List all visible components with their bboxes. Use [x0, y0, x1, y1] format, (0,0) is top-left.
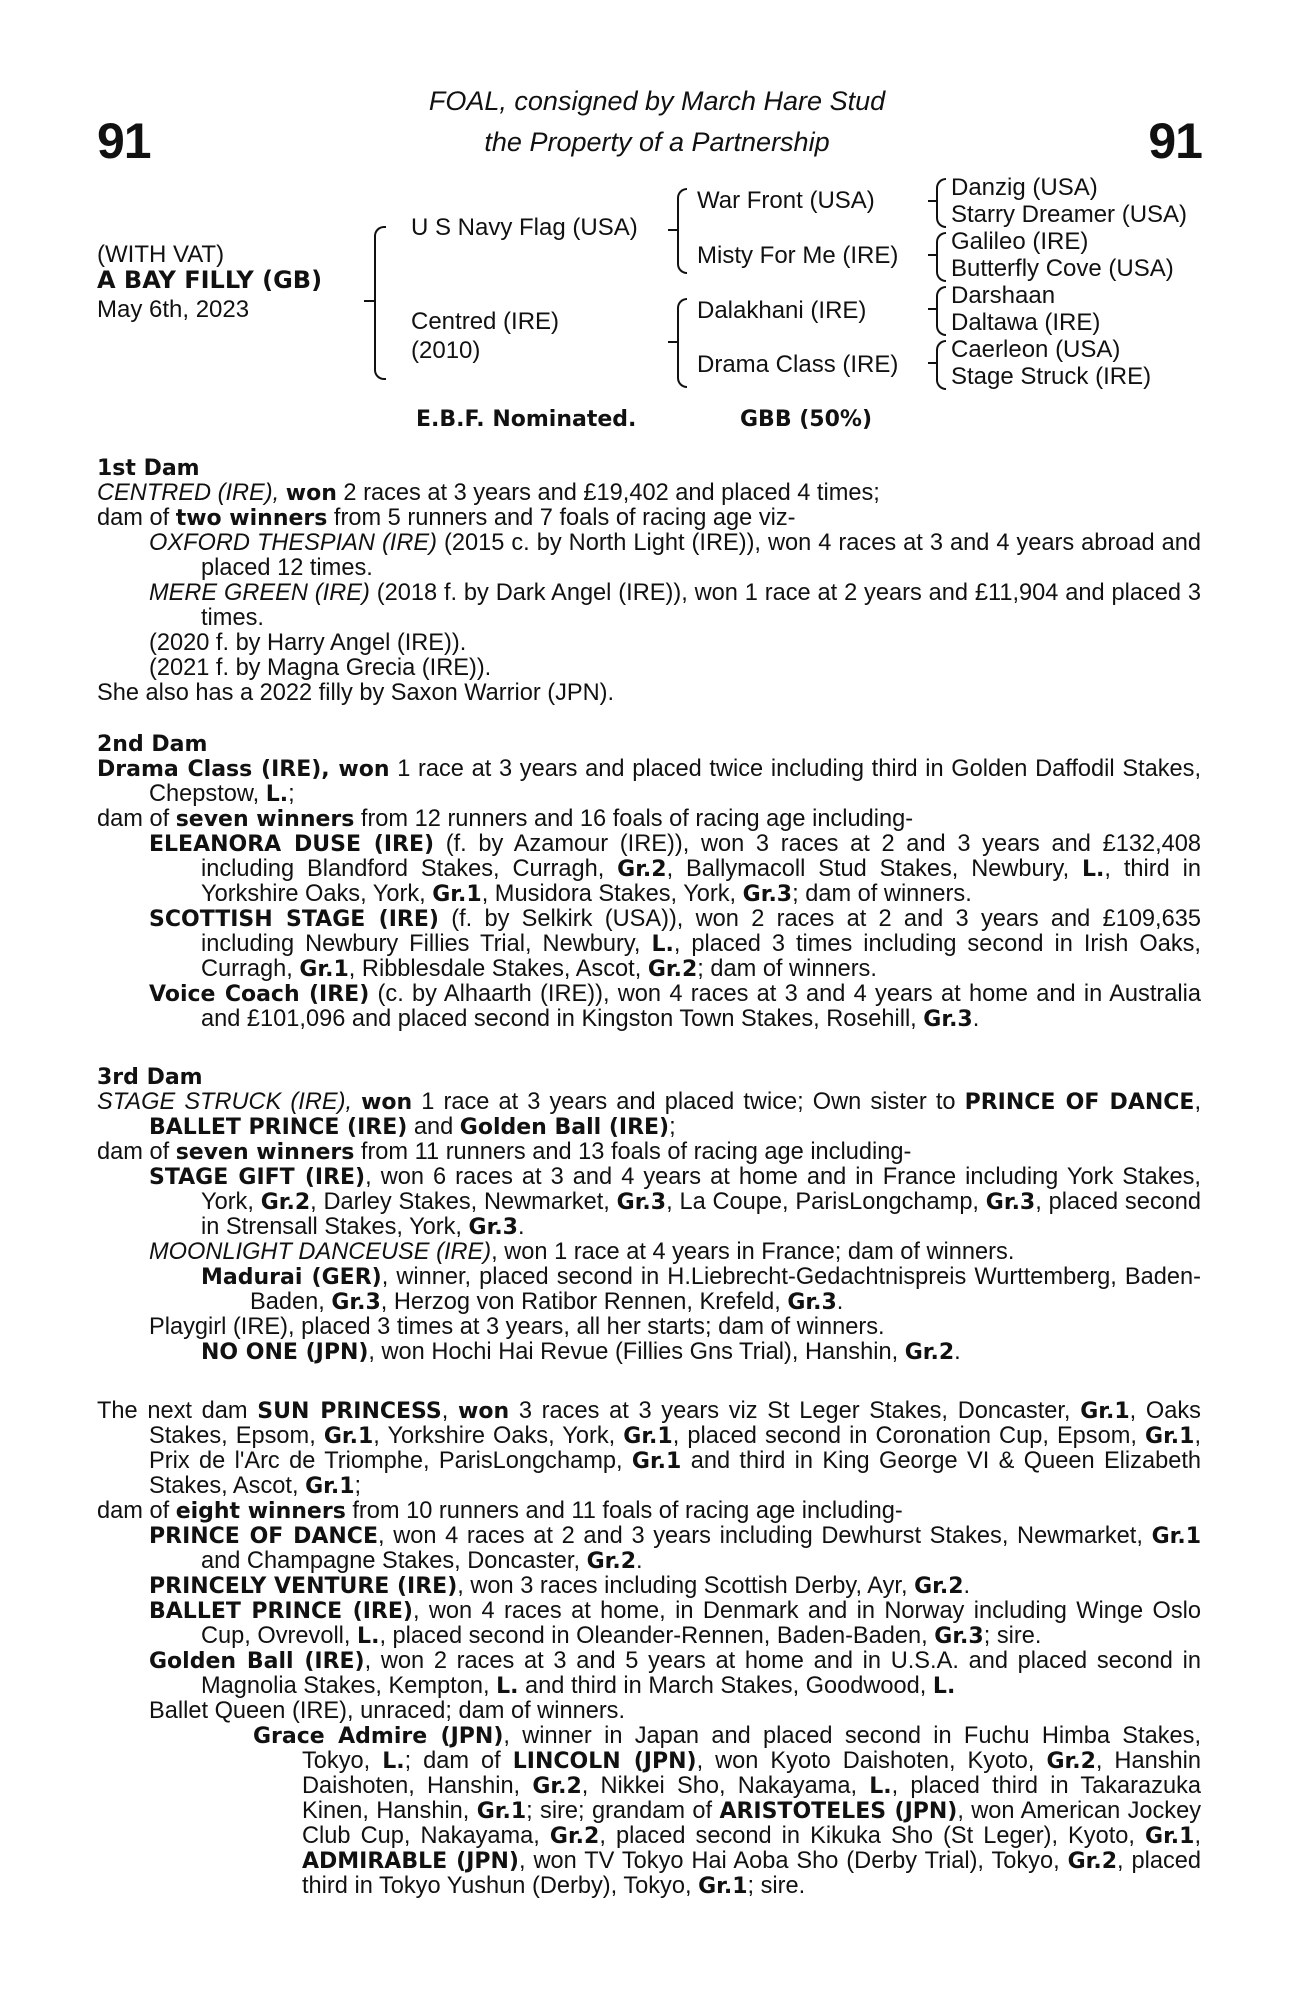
first-dam-name: CENTRED (IRE), [97, 480, 286, 506]
produce-entry [97, 982, 1201, 1032]
produce-entry [97, 531, 1201, 581]
produce-record: , Musidora Stakes, York, [481, 881, 743, 907]
sire-sire: War Front (USA) [697, 187, 875, 214]
produce-record: , placed second in Kikuka Sho (St Leger), Kyoto, [599, 1823, 1146, 1849]
second-dam-record [97, 757, 1201, 807]
produce-record: , placed second in Strensall Stakes, York, [201, 1189, 1202, 1240]
group-mark: Gr.2 [1067, 1849, 1118, 1874]
produce-entry: (2020 f. by Harry Angel (IRE)). [149, 630, 467, 656]
vat-note: (WITH VAT) [97, 241, 225, 268]
horse-name: A BAY FILLY (GB) [97, 266, 323, 294]
second-dam-produce-summary: from 12 runners and 16 foals of racing age including- [354, 806, 914, 832]
produce-entry: (2021 f. by Magna Grecia (IRE)). [149, 655, 492, 681]
produce-record: , won TV Tokyo Hai Aoba Sho (Derby Trial), Tokyo, [519, 1848, 1068, 1874]
produce-entry [97, 1724, 1201, 1899]
group-mark: Gr.1 [1145, 1424, 1195, 1449]
produce-entry [97, 581, 1201, 631]
group-mark: Gr.2 [260, 1190, 311, 1215]
produce-note: She also has a 2022 filly by Saxon Warrior (JPN). [97, 680, 615, 706]
produce-record: ; dam of winners. [697, 956, 877, 982]
sire: U S Navy Flag (USA) [411, 214, 638, 241]
third-dam-section [97, 1065, 1201, 1365]
group-mark: Gr.1 [299, 957, 349, 982]
next-dam-produce-summary: from 10 runners and 11 foals of racing age including- [345, 1498, 903, 1524]
gg-7: Caerleon (USA) [951, 336, 1121, 363]
produce-record: , won 4 races at home, in Denmark and in Norway including Winge Oslo Cup, Ovrevoll, [201, 1598, 1201, 1649]
sibling-name: PRINCE OF DANCE [964, 1090, 1195, 1115]
group-mark: Gr.2 [904, 1340, 955, 1365]
lot-number-left: 91 [97, 113, 151, 169]
gbb-status: GBB (50%) [740, 407, 873, 432]
sibling-name: Golden Ball (IRE) [459, 1115, 670, 1140]
brace-main [374, 226, 386, 380]
group-mark: Gr.1 [323, 1424, 374, 1449]
brace-dam [677, 298, 687, 388]
group-mark: Gr.1 [305, 1474, 355, 1499]
gg-2: Starry Dreamer (USA) [951, 201, 1188, 228]
produce-record: , La Coupe, ParisLongchamp, [666, 1189, 986, 1215]
produce-record: , won 6 races at 3 and 4 years at home and in France including York Stakes, York, [201, 1164, 1201, 1215]
produce-record: , won American Jockey Club Cup, Nakayama, [302, 1798, 1201, 1849]
second-dam-winner-count: seven winners [175, 807, 355, 832]
brace-gg3-point [928, 308, 938, 310]
produce-entry [97, 1599, 1201, 1649]
first-dam-record: 2 races at 3 years and £19,402 and placed 4 times; [336, 480, 880, 506]
second-dam-heading: 2nd Dam [97, 732, 208, 757]
group-mark: Gr.2 [1046, 1749, 1096, 1774]
produce-record: ; sire. [747, 1873, 806, 1899]
listed-mark: L. [869, 1774, 892, 1799]
third-dam-won: won [361, 1090, 413, 1115]
produce-entry [97, 1524, 1201, 1574]
produce-name: Grace Admire (JPN) [253, 1724, 504, 1749]
first-dam-won: won [285, 481, 337, 506]
second-dam-name: Drama Class (IRE), won [97, 757, 390, 782]
produce-name: ARISTOTELES (JPN) [719, 1799, 958, 1824]
produce-record: , Nikkei Sho, Nakayama, [581, 1773, 870, 1799]
next-dam-text: , [441, 1398, 459, 1424]
produce-entry [97, 832, 1201, 907]
group-mark: Gr.3 [331, 1290, 381, 1315]
brace-gg3 [936, 286, 946, 336]
sire-dam: Misty For Me (IRE) [697, 242, 899, 269]
produce-record: , Ballymacoll Stud Stakes, Newbury, [666, 856, 1083, 882]
produce-record: ; sire; grandam of [526, 1798, 720, 1824]
next-dam-text: 3 races at 3 years viz St Leger Stakes, Doncaster, [509, 1398, 1081, 1424]
dam-sire: Dalakhani (IRE) [697, 297, 867, 324]
produce-record: , placed third in Tokyo Yushun (Derby), Tokyo, [302, 1848, 1202, 1899]
produce-record: , Ribblesdale Stakes, Ascot, [348, 956, 648, 982]
dam-year: (2010) [411, 337, 481, 364]
next-dam-text: , placed second in Coronation Cup, Epsom, [672, 1423, 1146, 1449]
produce-entry: Ballet Queen (IRE), unraced; dam of winners. [149, 1698, 626, 1724]
group-mark: Gr.2 [586, 1549, 637, 1574]
produce-record: ; dam of [404, 1748, 513, 1774]
produce-record: , won 3 races including Scottish Derby, Ayr, [457, 1573, 915, 1599]
second-dam-section [97, 732, 1201, 1032]
produce-record: , won 4 races at 2 and 3 years including Dewhurst Stakes, Newmarket, [377, 1523, 1152, 1549]
produce-record: , won 1 race at 4 years in France; dam of winners. [491, 1239, 1015, 1265]
listed-mark: L. [651, 932, 674, 957]
next-dam-text: and third in King George VI & Queen Elizabeth Stakes, Ascot, [149, 1448, 1202, 1499]
first-dam-produce-summary: from 5 runners and 7 foals of racing age viz- [327, 505, 796, 531]
group-mark: Gr.2 [617, 857, 667, 882]
second-dam-text: 1 race at 3 years and placed twice including third in Golden Daffodil Stakes, Chepstow, [149, 756, 1202, 807]
gg-1: Danzig (USA) [951, 174, 1098, 201]
third-dam-produce-summary: from 11 runners and 13 foals of racing age including- [354, 1139, 912, 1165]
foaled-date: May 6th, 2023 [97, 296, 250, 323]
produce-record: , third in Yorkshire Oaks, York, [201, 856, 1201, 907]
next-dam-winner-count: eight winners [175, 1499, 346, 1524]
first-dam-heading: 1st Dam [97, 456, 200, 481]
produce-name: NO ONE (JPN) [201, 1340, 369, 1365]
group-mark: Gr.2 [549, 1824, 600, 1849]
produce-name: Golden Ball (IRE) [149, 1649, 365, 1674]
dam-dam: Drama Class (IRE) [697, 351, 899, 378]
brace-gg2-point [928, 254, 938, 256]
produce-record: . [636, 1548, 643, 1574]
produce-name: MERE GREEN (IRE) [149, 580, 370, 606]
group-mark: Gr.1 [1145, 1824, 1195, 1849]
first-dam-winner-count: two winners [175, 506, 328, 531]
group-mark: Gr.3 [787, 1290, 837, 1315]
brace-sire [677, 188, 687, 274]
listed-mark: L. [932, 1674, 956, 1699]
produce-entry [97, 1649, 1201, 1699]
gg-8: Stage Struck (IRE) [951, 363, 1152, 390]
group-mark: Gr.1 [1151, 1524, 1201, 1549]
produce-record: . [517, 1214, 525, 1240]
next-dam-won: won [458, 1399, 510, 1424]
produce-record: , placed second in Oleander-Rennen, Baden-Baden, [379, 1623, 935, 1649]
third-dam-produce-prefix: dam of [97, 1139, 176, 1165]
listed-mark: L. [496, 1674, 519, 1699]
property-line: the Property of a Partnership [484, 127, 830, 157]
group-mark: Gr.2 [647, 957, 698, 982]
group-mark: Gr.1 [476, 1799, 527, 1824]
next-dam-text: , Yorkshire Oaks, York, [373, 1423, 624, 1449]
produce-entry [97, 907, 1201, 982]
produce-record: , [1194, 1823, 1202, 1849]
next-dam-prefix: The next dam [97, 1398, 258, 1424]
produce-record: . [963, 1573, 971, 1599]
gg-3: Galileo (IRE) [951, 228, 1089, 255]
produce-record: , won Kyoto Daishoten, Kyoto, [696, 1748, 1047, 1774]
produce-record: and Champagne Stakes, Doncaster, [201, 1548, 587, 1574]
produce-name: PRINCE OF DANCE [149, 1524, 378, 1549]
third-dam-text: 1 race at 3 years and placed twice; Own sister to [412, 1089, 965, 1115]
group-mark: Gr.1 [698, 1874, 748, 1899]
group-mark: Gr.3 [934, 1624, 984, 1649]
produce-name: ADMIRABLE (JPN) [302, 1849, 519, 1874]
group-mark: Gr.2 [914, 1574, 964, 1599]
group-mark: Gr.3 [985, 1190, 1036, 1215]
produce-entry [97, 1265, 1201, 1315]
third-dam-name: STAGE STRUCK (IRE), [97, 1089, 362, 1115]
produce-name: LINCOLN (JPN) [512, 1749, 697, 1774]
gg-5: Darshaan [951, 282, 1056, 309]
produce-name: BALLET PRINCE (IRE) [149, 1599, 413, 1624]
brace-gg1 [936, 178, 946, 228]
listed-mark: L. [382, 1749, 405, 1774]
listed-mark: L. [357, 1624, 380, 1649]
brace-gg4-point [928, 362, 938, 364]
group-mark: Gr.2 [532, 1774, 582, 1799]
group-mark: Gr.1 [631, 1449, 682, 1474]
produce-record: ; dam of winners. [792, 881, 972, 907]
produce-entry [97, 1574, 1201, 1599]
third-dam-winner-count: seven winners [175, 1140, 355, 1165]
produce-record: , placed 3 times including second in Irish Oaks, Curragh, [201, 931, 1201, 982]
dam: Centred (IRE) [411, 308, 560, 335]
produce-record: , winner in Japan and placed second in Fuchu Himba Stakes, Tokyo, [302, 1723, 1201, 1774]
produce-record: , winner, placed second in H.Liebrecht-Gedachtnispreis Wurttemberg, Baden-Baden, [250, 1264, 1202, 1315]
second-dam-produce-prefix: dam of [97, 806, 176, 832]
group-mark: Gr.1 [1080, 1399, 1130, 1424]
next-dam-text: ; [354, 1473, 362, 1499]
produce-record: (f. by Azamour (IRE)), won 3 races at 2 and 3 years and £132,408 including Blandford Stakes, Curragh, [201, 831, 1202, 882]
second-dam-text-end: ; [288, 781, 295, 807]
next-dam-text: , Oaks Stakes, Epsom, [149, 1398, 1201, 1449]
brace-gg1-point [928, 200, 938, 202]
produce-record: , Herzog von Ratibor Rennen, Krefeld, [380, 1289, 788, 1315]
produce-record: . [836, 1289, 844, 1315]
ebf-nominated: E.B.F. Nominated. [416, 407, 637, 432]
gg-6: Daltawa (IRE) [951, 309, 1101, 336]
produce-name: ELEANORA DUSE (IRE) [149, 832, 435, 857]
first-dam-section [97, 456, 1201, 706]
next-dam-section [97, 1399, 1201, 1899]
group-mark: Gr.3 [742, 882, 793, 907]
produce-name: SCOTTISH STAGE (IRE) [149, 907, 439, 932]
first-dam-produce-prefix: dam of [97, 505, 176, 531]
brace-dam-point [668, 341, 678, 343]
produce-name: Voice Coach (IRE) [149, 982, 370, 1007]
third-dam-record [97, 1090, 1201, 1140]
group-mark: Gr.3 [923, 1007, 973, 1032]
next-dam-name: SUN PRINCESS [257, 1399, 442, 1424]
produce-record: , Darley Stakes, Newmarket, [310, 1189, 617, 1215]
listed-mark: L. [1082, 857, 1105, 882]
produce-name: Madurai (GER) [201, 1265, 382, 1290]
next-dam-record [97, 1399, 1201, 1499]
gg-4: Butterfly Cove (USA) [951, 255, 1174, 282]
produce-record: . [954, 1339, 961, 1365]
lot-number-right: 91 [1148, 113, 1202, 169]
consignor-line: FOAL, consigned by March Hare Stud [428, 86, 886, 116]
produce-record: , won Hochi Hai Revue (Fillies Gns Trial), Hanshin, [368, 1339, 905, 1365]
brace-main-point [364, 300, 374, 302]
sibling-name: BALLET PRINCE (IRE) [149, 1115, 408, 1140]
next-dam-produce-prefix: dam of [97, 1498, 176, 1524]
produce-record: , Hanshin Daishoten, Hanshin, [302, 1748, 1201, 1799]
third-dam-heading: 3rd Dam [97, 1065, 203, 1090]
produce-record: , placed third in Takarazuka Kinen, Hanshin, [302, 1773, 1201, 1824]
brace-gg2 [936, 232, 946, 282]
next-dam-text: , Prix de l'Arc de Triomphe, ParisLongchamp, [149, 1423, 1202, 1474]
produce-record: (2018 f. by Dark Angel (IRE)), won 1 race at 2 years and £11,904 and placed 3 times. [201, 580, 1201, 631]
produce-record: (2015 c. by North Light (IRE)), won 4 races at 3 and 4 years abroad and placed 12 times. [201, 530, 1202, 581]
group-mark: Gr.1 [432, 882, 482, 907]
third-dam-text: and [407, 1114, 460, 1140]
group-mark: Gr.3 [468, 1215, 518, 1240]
produce-entry: Playgirl (IRE), placed 3 times at 3 years, all her starts; dam of winners. [149, 1314, 885, 1340]
produce-record: ; sire. [983, 1623, 1042, 1649]
third-dam-text: ; [669, 1114, 676, 1140]
produce-name: PRINCELY VENTURE (IRE) [149, 1574, 458, 1599]
produce-name: MOONLIGHT DANCEUSE (IRE) [149, 1239, 492, 1265]
produce-record: (c. by Alhaarth (IRE)), won 4 races at 3 and 4 years at home and in Australia and £101,096 and placed second in Kingston Town Stakes, Rosehill, [201, 981, 1201, 1032]
produce-entry [97, 1165, 1201, 1240]
produce-entry [97, 1240, 1201, 1265]
brace-sire-point [668, 229, 678, 231]
produce-record: , won 2 races at 3 and 5 years at home and in U.S.A. and placed second in Magnolia Stakes, Kempton, [201, 1648, 1201, 1699]
brace-gg4 [936, 340, 946, 390]
produce-record: (f. by Selkirk (USA)), won 2 races at 2 and 3 years and £109,635 including Newbury Fillies Trial, Newbury, [201, 906, 1201, 957]
produce-entry [97, 1340, 1201, 1365]
group-mark: Gr.1 [623, 1424, 673, 1449]
group-mark: Gr.3 [616, 1190, 667, 1215]
listed-mark: L. [265, 782, 289, 807]
produce-name: STAGE GIFT (IRE) [149, 1165, 366, 1190]
produce-name: OXFORD THESPIAN (IRE) [149, 530, 437, 556]
third-dam-text: , [1194, 1089, 1201, 1115]
produce-record: and third in March Stakes, Goodwood, [518, 1673, 933, 1699]
produce-record: . [972, 1006, 980, 1032]
